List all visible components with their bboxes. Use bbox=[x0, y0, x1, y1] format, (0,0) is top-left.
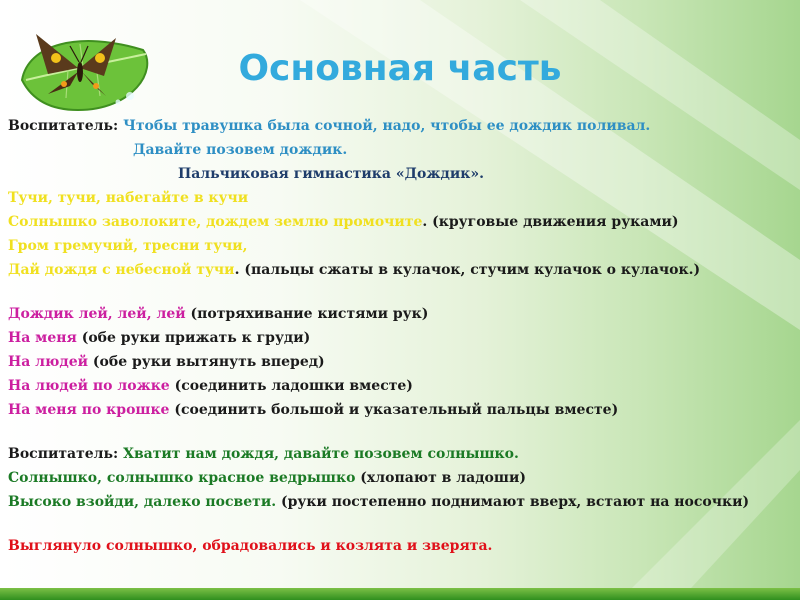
verse-line bbox=[8, 490, 798, 514]
verse-text: Солнышко, солнышко красное ведрышко bbox=[8, 470, 356, 486]
spacer bbox=[8, 514, 798, 534]
intro-text: Чтобы травушка была сочной, надо, чтобы ее дождик поливал. bbox=[123, 118, 651, 134]
action-note: (потряхивание кистями рук) bbox=[185, 306, 429, 322]
verse-line bbox=[8, 442, 798, 466]
finale-line bbox=[8, 534, 798, 558]
verse-text: Высоко взойди, далеко посвети. bbox=[8, 494, 277, 510]
action-note: (хлопают в ладоши) bbox=[355, 470, 526, 486]
action-note: (руки постепенно поднимают вверх, встают на носочки) bbox=[276, 494, 750, 510]
speaker-label: Воспитатель: bbox=[8, 118, 119, 134]
spacer bbox=[8, 422, 798, 442]
verse-line bbox=[8, 326, 798, 350]
verse-line bbox=[8, 374, 798, 398]
intro-line-2 bbox=[8, 138, 798, 162]
verse-line bbox=[8, 466, 798, 490]
verse-text: Гром гремучий, тресни тучи, bbox=[8, 238, 248, 254]
speaker-label: Воспитатель: bbox=[8, 446, 119, 462]
verse-text: Солнышко заволоките, дождем землю промочите bbox=[8, 214, 423, 230]
verse-text: На меня по крошке bbox=[8, 402, 170, 418]
verse-line bbox=[8, 186, 798, 210]
action-note: (соединить большой и указательный пальцы вместе) bbox=[169, 402, 619, 418]
verse-line bbox=[8, 398, 798, 422]
verse-text: Дождик лей, лей, лей bbox=[8, 306, 186, 322]
action-note: (соединить ладошки вместе) bbox=[169, 378, 413, 394]
verse-text: На меня bbox=[8, 330, 77, 346]
page-title: Основная часть bbox=[238, 48, 562, 89]
finale-text: Выглянуло солнышко, обрадовались и козлята и зверята. bbox=[8, 538, 493, 554]
exercise-title: Пальчиковая гимнастика «Дождик». bbox=[178, 166, 484, 182]
verse-text: Дай дождя с небесной тучи bbox=[8, 262, 235, 278]
verse-text: Тучи, тучи, набегайте в кучи bbox=[8, 190, 249, 206]
intro-text: Давайте позовем дождик. bbox=[133, 142, 348, 158]
lesson-content bbox=[8, 114, 798, 558]
verse-line bbox=[8, 234, 798, 258]
verse-text: На людей bbox=[8, 354, 89, 370]
verse-line bbox=[8, 302, 798, 326]
action-note: (обе руки прижать к груди) bbox=[76, 330, 311, 346]
intro-line-1 bbox=[8, 114, 798, 138]
verse-text: На людей по ложке bbox=[8, 378, 170, 394]
verse-line bbox=[8, 210, 798, 234]
spacer bbox=[8, 282, 798, 302]
verse-line bbox=[8, 350, 798, 374]
action-note: (обе руки вытянуть вперед) bbox=[88, 354, 325, 370]
exercise-heading bbox=[8, 162, 798, 186]
verse-text: Хватит нам дождя, давайте позовем солнышко. bbox=[123, 446, 519, 462]
verse-line bbox=[8, 258, 798, 282]
action-note: . (пальцы сжаты в кулачок, стучим кулачок о кулачок.) bbox=[234, 262, 701, 278]
bottom-green-bar bbox=[0, 588, 800, 600]
action-note: . (круговые движения руками) bbox=[422, 214, 679, 230]
